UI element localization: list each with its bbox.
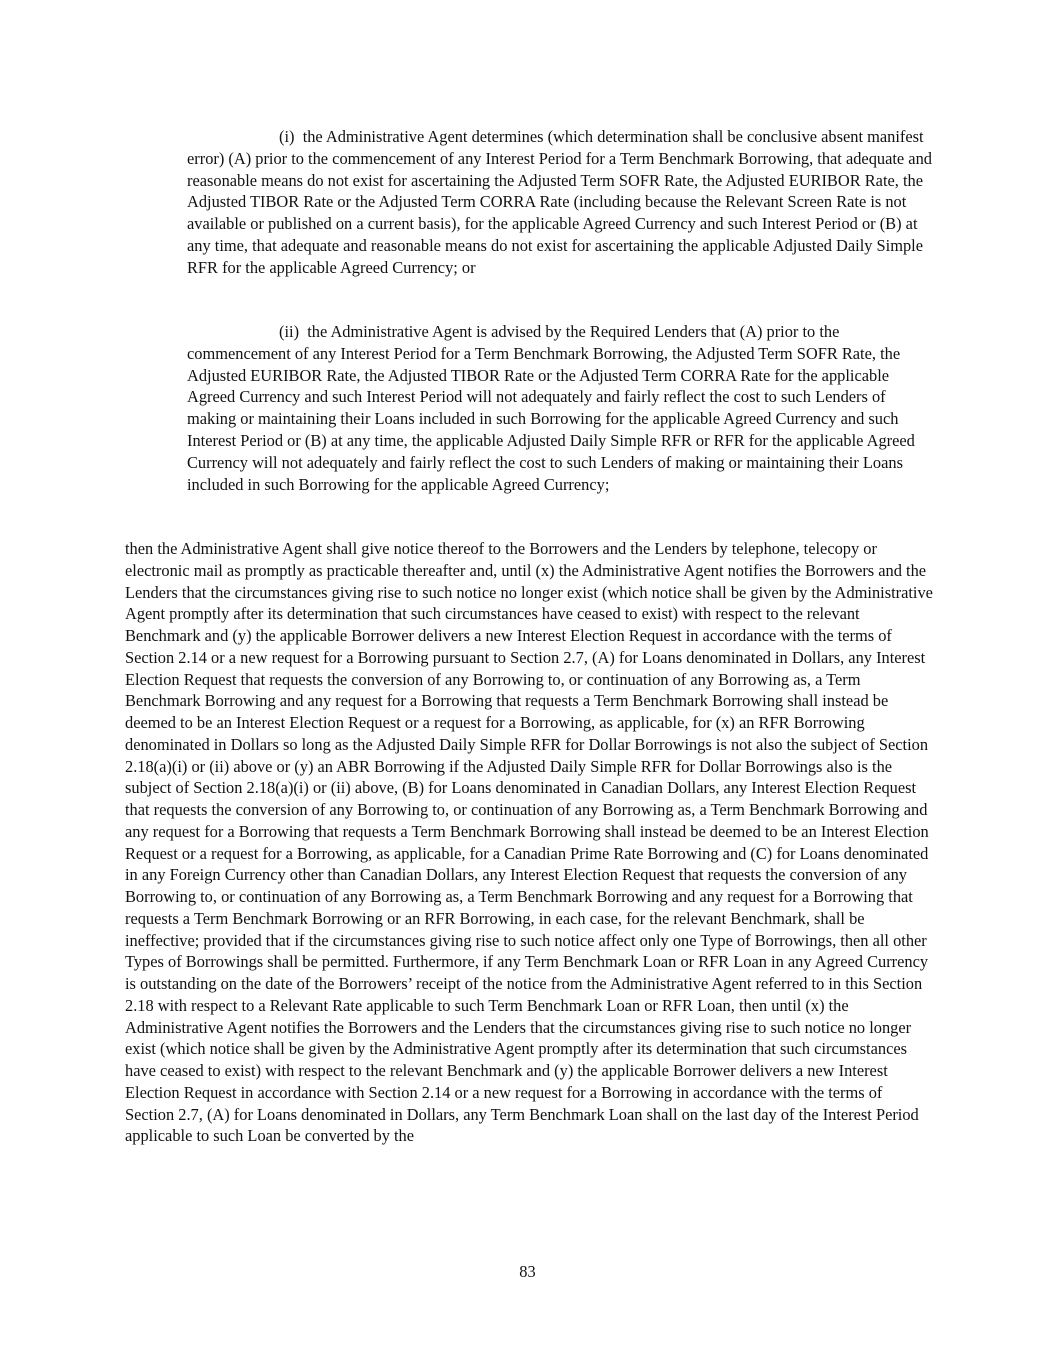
clause-i-marker: (i) (279, 127, 295, 146)
clause-ii-text: the Administrative Agent is advised by the Required Lenders that (A) prior to the commencement of any Interest Period for a Term Benchmark Borrowing, the Adjusted Term SOFR Rate, the Adjusted EURIBOR Rate, the Adjusted TIBOR Rate or the Adjusted Term CORRA Rate for the applicable Agreed Currency and such Interest Period will not adequately and fairly reflect the cost to such Lenders of making or maintaining their Loans included in such Borrowing for the applicable Agreed Currency and such Interest Period or (B) at any time, the applicable Adjusted Daily Simple RFR or RFR for the applicable Agreed Currency will not adequately and fairly reflect the cost to such Lenders of making or maintaining their Loans included in such Borrowing for the applicable Agreed Currency; (187, 322, 915, 494)
clause-i-text: the Administrative Agent determines (which determination shall be conclusive absent manifest error) (A) prior to the commencement of any Interest Period for a Term Benchmark Borrowing, that adequate and reasonable means do not exist for ascertaining the Adjusted Term SOFR Rate, the Adjusted EURIBOR Rate, the Adjusted TIBOR Rate or the Adjusted Term CORRA Rate (including because the Relevant Screen Rate is not available or published on a current basis), for the applicable Agreed Currency and such Interest Period or (B) at any time, that adequate and reasonable means do not exist for ascertaining the applicable Adjusted Daily Simple RFR for the applicable Agreed Currency; or (187, 127, 932, 277)
page-number: 83 (519, 1262, 536, 1281)
body-paragraph: then the Administrative Agent shall give notice thereof to the Borrowers and the Lenders by telephone, telecopy or electronic mail as promptly as practicable thereafter and, until (x) the Administrative Agent notifies the Borrowers and the Lenders that the circumstances giving rise to such notice no longer exist (which notice shall be given by the Administrative Agent promptly after its determination that such circumstances have ceased to exist) with respect to the relevant Benchmark and (y) the applicable Borrower delivers a new Interest Election Request in accordance with the terms of Section 2.14 or a new request for a Borrowing pursuant to Section 2.7, (A) for Loans denominated in Dollars, any Interest Election Request that requests the conversion of any Borrowing to, or continuation of any Borrowing as, a Term Benchmark Borrowing and any request for a Borrowing that requests a Term Benchmark Borrowing shall instead be deemed to be an Interest Election Request or a request for a Borrowing, as applicable, for (x) an RFR Borrowing denominated in Dollars so long as the Adjusted Daily Simple RFR for Dollar Borrowings is not also the subject of Section 2.18(a)(i) or (ii) above or (y) an ABR Borrowing if the Adjusted Daily Simple RFR for Dollar Borrowings also is the subject of Section 2.18(a)(i) or (ii) above, (B) for Loans denominated in Canadian Dollars, any Interest Election Request that requests the conversion of any Borrowing to, or continuation of any Borrowing as, a Term Benchmark Borrowing and any request for a Borrowing that requests a Term Benchmark Borrowing shall instead be deemed to be an Interest Election Request or a request for a Borrowing, as applicable, for a Canadian Prime Rate Borrowing and (C) for Loans denominated in any Foreign Currency other than Canadian Dollars, any Interest Election Request that requests the conversion of any Borrowing to, or continuation of any Borrowing as, a Term Benchmark Borrowing and any request for a Borrowing that requests a Term Benchmark Borrowing or an RFR Borrowing, in each case, for the relevant Benchmark, shall be ineffective; provided that if the circumstances giving rise to such notice affect only one Type of Borrowings, then all other Types of Borrowings shall be permitted. Furthermore, if any Term Benchmark Loan or RFR Loan in any Agreed Currency is outstanding on the date of the Borrowers’ receipt of the notice from the Administrative Agent referred to in this Section 2.18 with respect to a Relevant Rate applicable to such Term Benchmark Loan or RFR Loan, then until (x) the Administrative Agent notifies the Borrowers and the Lenders that the circumstances giving rise to such notice no longer exist (which notice shall be given by the Administrative Agent promptly after its determination that such circumstances have ceased to exist) with respect to the relevant Benchmark and (y) the applicable Borrower delivers a new Interest Election Request in accordance with Section 2.14 or a new request for a Borrowing in accordance with the terms of Section 2.7, (A) for Loans denominated in Dollars, any Term Benchmark Loan shall on the last day of the Interest Period applicable to such Loan be converted by the (125, 539, 933, 1146)
clause-i (187, 126, 932, 279)
clause-ii-marker: (ii) (279, 322, 300, 341)
clause-ii (187, 321, 932, 495)
